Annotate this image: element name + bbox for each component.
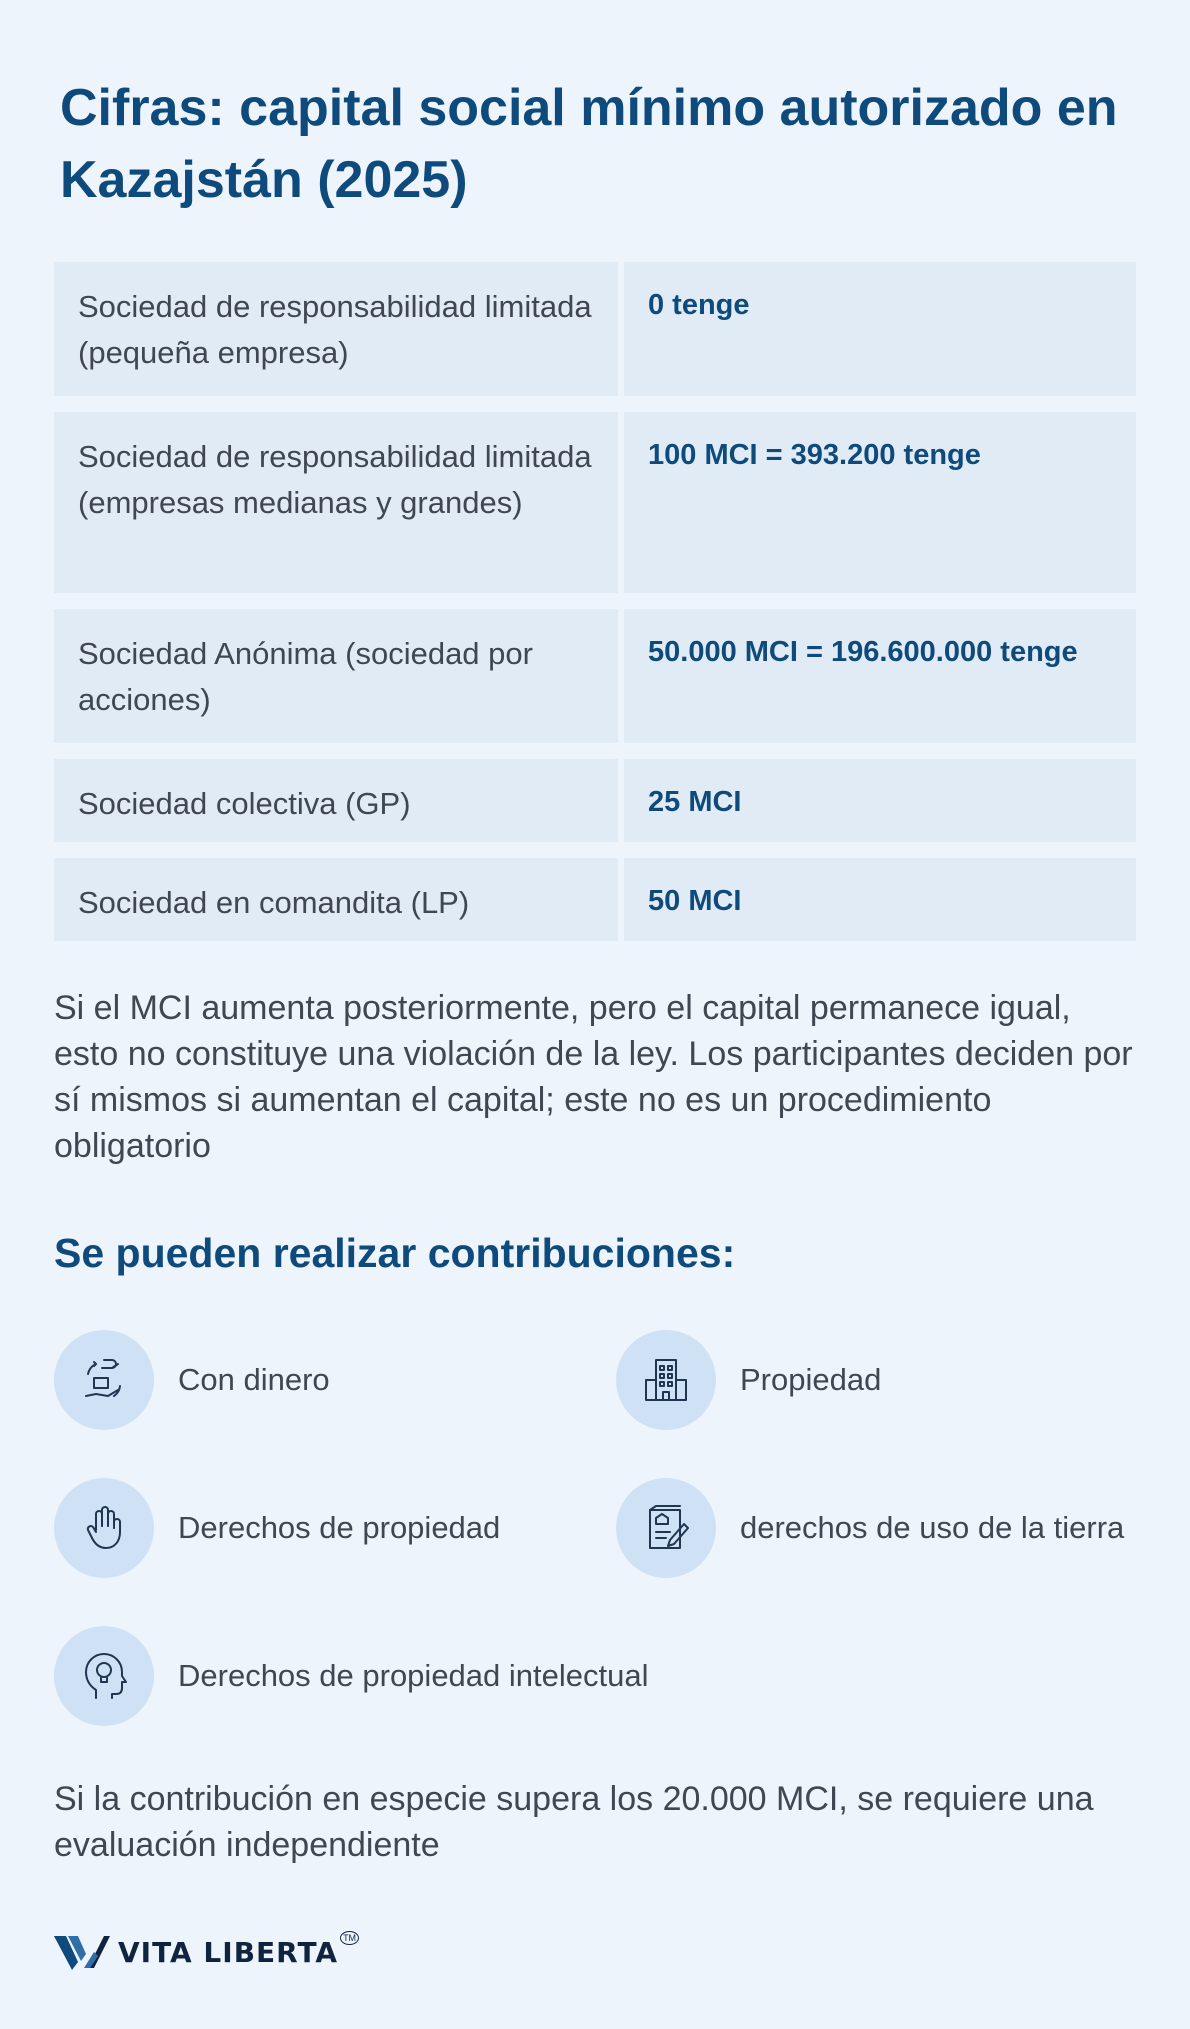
land-document-icon	[616, 1478, 716, 1578]
hand-icon	[54, 1478, 154, 1578]
capital-value-cell: 25 MCI	[624, 759, 1136, 842]
page-title: Cifras: capital social mínimo autorizado en Kazajstán (2025)	[60, 79, 1118, 209]
money-exchange-icon	[54, 1330, 154, 1430]
contribution-item	[54, 1626, 648, 1726]
brand-logo	[54, 1932, 359, 1972]
contribution-label: Propiedad	[740, 1362, 882, 1397]
evaluation-note: Si la contribución en especie supera los 20.000 MCI, se requiere una evaluación independiente	[54, 1780, 1094, 1864]
table-row	[54, 412, 1136, 593]
capital-table	[54, 262, 1136, 957]
contribution-item	[616, 1478, 1124, 1578]
company-type-cell: Sociedad de responsabilidad limitada (empresas medianas y grandes)	[54, 412, 618, 593]
contribution-label: Derechos de propiedad intelectual	[178, 1658, 649, 1693]
company-type-cell: Sociedad en comandita (LP)	[54, 858, 618, 941]
table-row	[54, 759, 1136, 842]
company-type-cell: Sociedad colectiva (GP)	[54, 759, 618, 842]
logo-mark-icon	[54, 1932, 110, 1972]
table-row	[54, 262, 1136, 396]
table-row	[54, 609, 1136, 743]
capital-note: Si el MCI aumenta posteriormente, pero el capital permanece igual, esto no constituye una violación de la ley. Los participantes deciden por sí mismos si aumentan el capital; este no es un procedimiento obligatorio	[54, 989, 1133, 1165]
contribution-item	[616, 1330, 881, 1430]
company-type-cell: Sociedad Anónima (sociedad por acciones)	[54, 609, 618, 743]
contribution-item	[54, 1330, 330, 1430]
trademark-symbol: TM	[340, 1931, 359, 1945]
capital-value-cell: 0 tenge	[624, 262, 1136, 396]
table-row	[54, 858, 1136, 941]
capital-value-cell: 50 MCI	[624, 858, 1136, 941]
head-lightbulb-icon	[54, 1626, 154, 1726]
contributions-heading: Se pueden realizar contribuciones:	[54, 1230, 736, 1276]
capital-value-cell: 100 MCI = 393.200 tenge	[624, 412, 1136, 593]
brand-name: VITA LIBERTA	[118, 1935, 339, 1969]
contribution-label: derechos de uso de la tierra	[740, 1510, 1125, 1545]
building-icon	[616, 1330, 716, 1430]
contribution-item	[54, 1478, 500, 1578]
contribution-label: Con dinero	[178, 1362, 330, 1397]
capital-value-cell: 50.000 MCI = 196.600.000 tenge	[624, 609, 1136, 743]
contribution-label: Derechos de propiedad	[178, 1510, 501, 1545]
company-type-cell: Sociedad de responsabilidad limitada (pequeña empresa)	[54, 262, 618, 396]
